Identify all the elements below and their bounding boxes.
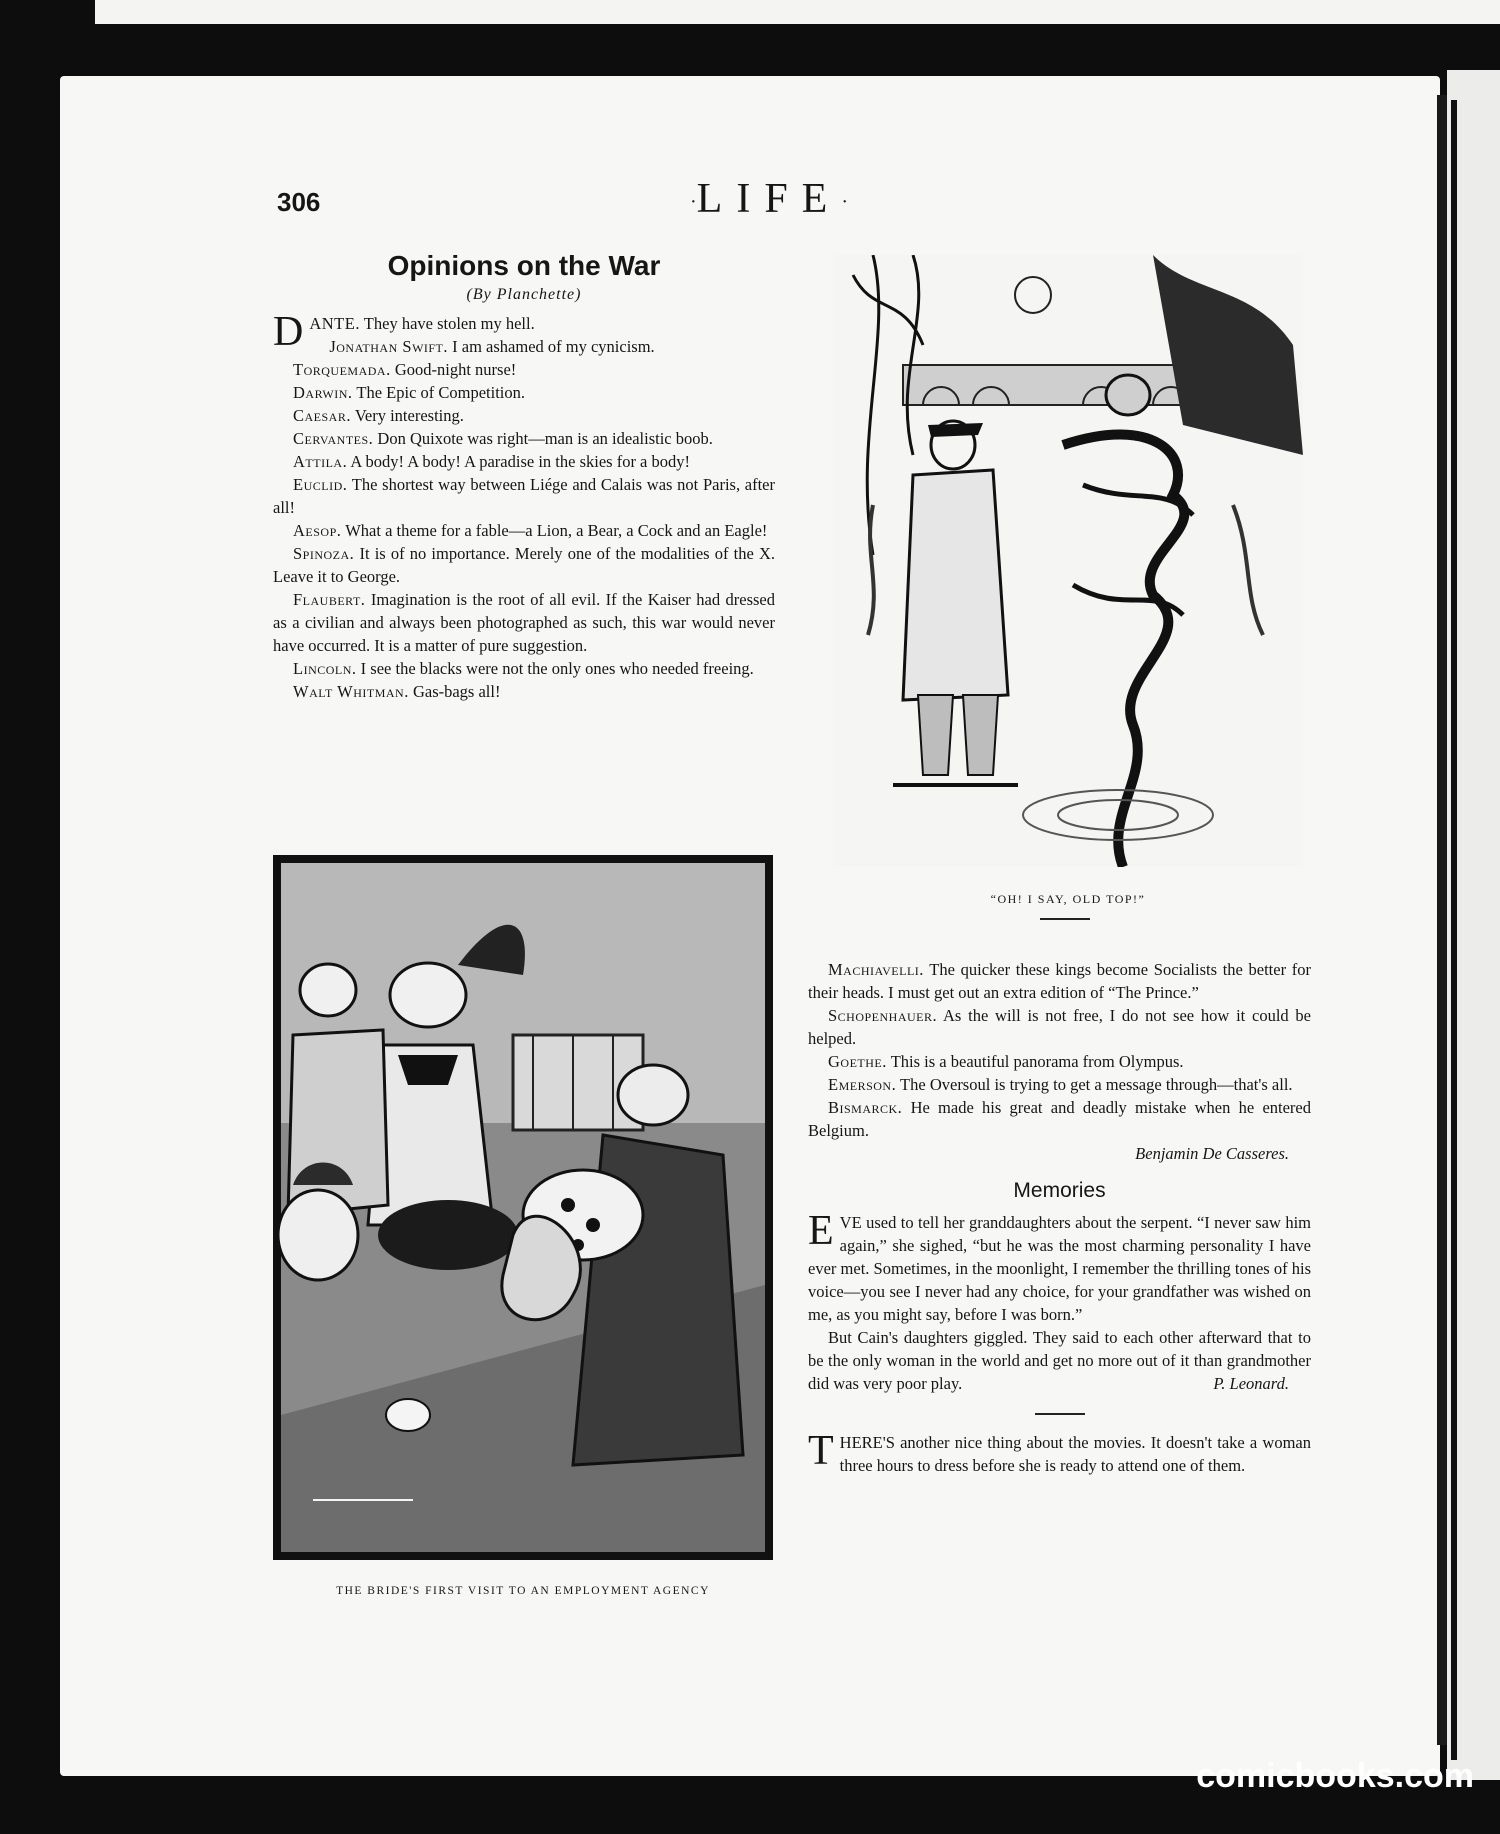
- opinion-entry: [808, 1050, 1311, 1073]
- signature-line: [808, 1142, 1311, 1165]
- section-divider: [1040, 918, 1090, 920]
- opinion-entry: [808, 958, 1311, 1004]
- opinion-text: What a theme for a fable—a Lion, a Bear, a Cock and an Eagle!: [345, 521, 768, 540]
- opinion-entry: [273, 519, 775, 542]
- movies-dropcap: T: [808, 1428, 834, 1474]
- illustration-employment-agency: [273, 855, 773, 1560]
- opinion-author: ANTE.: [309, 314, 360, 333]
- opinion-entry: [273, 381, 775, 404]
- opinion-entry: [808, 1096, 1311, 1142]
- memories-text-2: But Cain's daughters giggled. They said to each other afterward that to be the only woman in the world and get no more out of it than grandmother did was very poor play.: [808, 1328, 1311, 1393]
- opinion-entry: [273, 404, 775, 427]
- opinion-entry: [273, 427, 775, 450]
- illustration-old-top: [833, 255, 1303, 867]
- opinion-author: Flaubert.: [293, 590, 366, 609]
- opinion-author: Cervantes.: [293, 429, 374, 448]
- opinion-entry: [273, 335, 775, 358]
- opinion-entry: [808, 1073, 1311, 1096]
- opinion-text: The Epic of Competition.: [356, 383, 526, 402]
- opinion-text: As the will is not free, I do not see how it could be helped.: [808, 1006, 1312, 1048]
- opinion-entry: [273, 657, 775, 680]
- page-number: 306: [277, 187, 321, 217]
- opinion-text: I see the blacks were not the only ones who needed freeing.: [360, 659, 754, 678]
- opinion-author: Aesop.: [293, 521, 342, 540]
- article-byline: (By Planchette): [466, 286, 582, 303]
- opinion-text: Imagination is the root of all evil. If the Kaiser had dressed as a civilian and always been photographed as such, this war would never have occurred. It is a matter of pure suggestion.: [273, 590, 776, 655]
- signature-de-casseres: Benjamin De Casseres.: [1135, 1144, 1289, 1163]
- opinion-text: Gas-bags all!: [412, 682, 501, 701]
- opinion-entry: [273, 542, 775, 588]
- opinion-author: Darwin.: [293, 383, 353, 402]
- memories-paragraph-2: [808, 1326, 1311, 1395]
- binding-bar: [1451, 100, 1457, 1760]
- caption-old-top: “OH! I SAY, OLD TOP!”: [990, 892, 1146, 906]
- memories-text-1: VE used to tell her granddaughters about the serpent. “I never saw him again,” she sighed, “but he was the most charming personality I have ever met. Sometimes, in the moonlight, I remember the thrilling tones of his voice—you see I never had any choice, for your grandfather was wished on me, as you might say, before I was born.”: [808, 1213, 1311, 1324]
- employment-agency-drawing: [273, 855, 773, 1560]
- opinion-text: Don Quixote was right—man is an idealistic boob.: [377, 429, 713, 448]
- opinion-entry: [273, 358, 775, 381]
- opinions-article: [273, 250, 775, 703]
- masthead-dot-right: ·: [841, 190, 848, 213]
- opinion-text: It is of no importance. Merely one of the modalities of the X. Leave it to George.: [273, 544, 775, 586]
- opinions-list: [273, 309, 776, 703]
- opinion-author: Euclid.: [293, 475, 348, 494]
- opinion-entry: [273, 473, 775, 519]
- masthead-title: LIFE: [696, 176, 842, 222]
- opinion-text: Good-night nurse!: [394, 360, 517, 379]
- masthead: [690, 175, 848, 223]
- scan-frame-top: [95, 0, 1500, 24]
- old-top-drawing: [833, 255, 1303, 867]
- opinion-text: The Oversoul is trying to get a message through—that's all.: [900, 1075, 1293, 1094]
- opinion-text: I am ashamed of my cynicism.: [452, 337, 655, 356]
- opinion-text: This is a beautiful panorama from Olympus.: [890, 1052, 1184, 1071]
- opinion-author: Attila.: [293, 452, 348, 471]
- memories-dropcap: E: [808, 1208, 834, 1254]
- movies-text: HERE'S another nice thing about the movies. It doesn't take a woman three hours to dress before she is ready to attend one of them.: [839, 1433, 1311, 1475]
- opinion-dropcap: D: [273, 309, 304, 355]
- section-divider-2: [1035, 1413, 1085, 1415]
- opinion-entry: [808, 1004, 1311, 1050]
- opinion-text: The quicker these kings become Socialists the better for their heads. I must get out an extra edition of “The Prince.”: [808, 960, 1311, 1002]
- opinion-entry: [273, 450, 775, 473]
- right-column-text: [808, 958, 1311, 1477]
- opinion-text: A body! A body! A paradise in the skies for a body!: [350, 452, 691, 471]
- opinion-author: Goethe.: [828, 1052, 887, 1071]
- movies-paragraph: [808, 1428, 1311, 1477]
- opinion-author: Emerson.: [828, 1075, 897, 1094]
- opinion-entry: [273, 680, 775, 703]
- opinion-author: Torquemada.: [293, 360, 391, 379]
- caption-employment-agency: THE BRIDE'S FIRST VISIT TO AN EMPLOYMENT AGENCY: [336, 1585, 710, 1597]
- opinion-entry: [273, 588, 775, 657]
- opinion-author: Jonathan Swift.: [329, 337, 449, 356]
- signature-leonard: P. Leonard.: [1213, 1374, 1289, 1393]
- article-title: Opinions on the War: [387, 250, 661, 281]
- opinion-author: Caesar.: [293, 406, 351, 425]
- opinion-author: Bismarck.: [828, 1098, 903, 1117]
- opinions-continued-list: [808, 958, 1311, 1142]
- opinion-author: Spinoza.: [293, 544, 355, 563]
- scan-frame-right: [1447, 70, 1500, 1780]
- opinion-text: They have stolen my hell.: [363, 314, 535, 333]
- page-edge: [1437, 95, 1447, 1745]
- opinion-text: Very interesting.: [354, 406, 464, 425]
- memories-paragraph-1: [808, 1208, 1311, 1326]
- opinion-author: Walt Whitman.: [293, 682, 409, 701]
- watermark: comicbooks.com: [1196, 1757, 1474, 1795]
- opinion-author: Machiavelli.: [828, 960, 924, 979]
- opinion-author: Schopenhauer.: [828, 1006, 938, 1025]
- opinion-text: The shortest way between Liége and Calais was not Paris, after all!: [273, 475, 775, 517]
- opinion-text: He made his great and deadly mistake when he entered Belgium.: [808, 1098, 1311, 1140]
- opinion-author: Lincoln.: [293, 659, 357, 678]
- memories-title: Memories: [1013, 1179, 1106, 1202]
- masthead-dot-left: ·: [690, 190, 697, 213]
